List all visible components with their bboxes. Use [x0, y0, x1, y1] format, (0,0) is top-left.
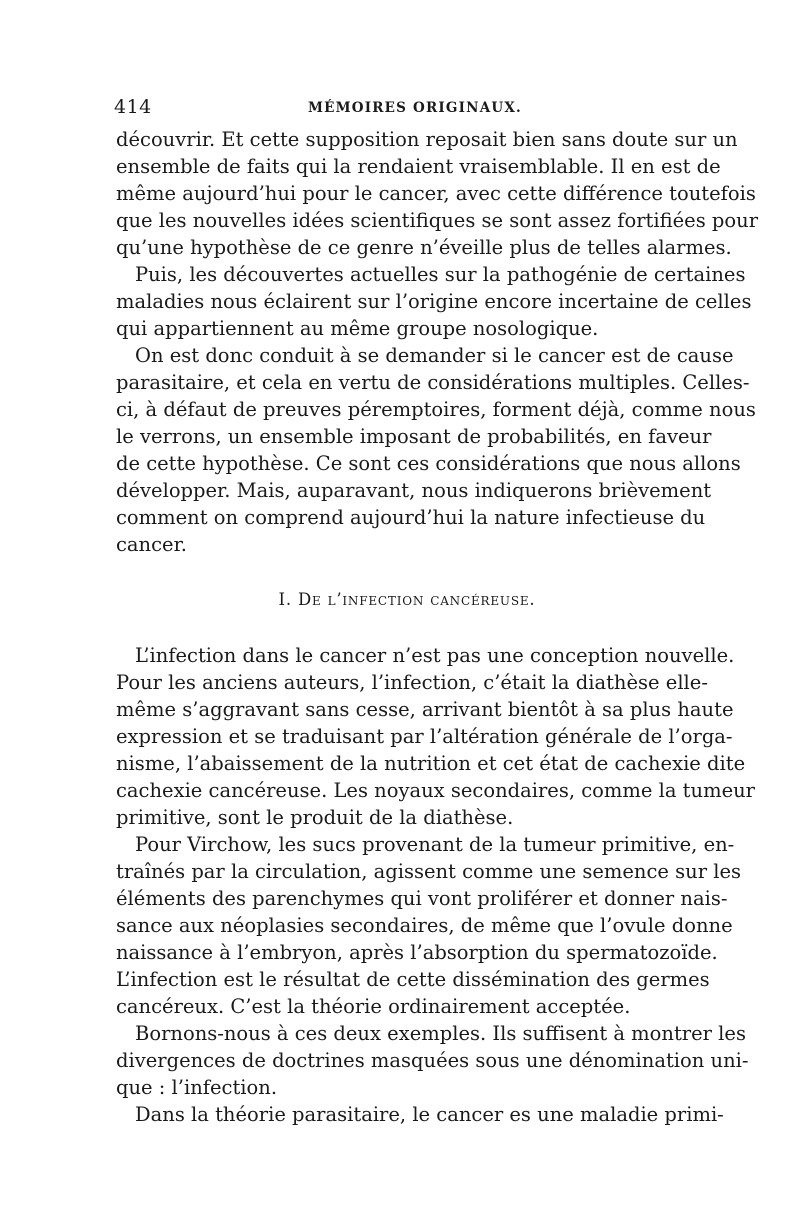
text-line: ci, à défaut de preuves péremptoires, forment déjà, comme nous — [116, 398, 756, 421]
text-line: Bornons-nous à ces deux exemples. Ils suffisent à montrer les — [135, 1022, 746, 1045]
text-line: qu’une hypothèse de ce genre n’éveille plus de telles alarmes. — [116, 236, 732, 259]
paragraph — [116, 342, 756, 558]
text-line: sance aux néoplasies secondaires, de même que l’ovule donne — [116, 914, 733, 937]
paragraph — [116, 642, 755, 831]
text-line: L’infection dans le cancer n’est pas une conception nouvelle. — [135, 644, 735, 667]
section-heading: I. De l’infection cancéreuse. — [278, 590, 536, 609]
text-line: Pour les anciens auteurs, l’infection, c’était la diathèse elle- — [116, 671, 708, 694]
text-line: naissance à l’embryon, après l’absorption du spermatozoïde. — [116, 941, 718, 964]
text-line: On est donc conduit à se demander si le cancer est de cause — [135, 344, 734, 367]
text-line: expression et se traduisant par l’altération générale de l’orga- — [116, 725, 733, 748]
text-line: L’infection est le résultat de cette dissémination des germes — [116, 968, 710, 991]
page-header — [112, 96, 697, 126]
paragraph — [116, 126, 759, 261]
text-line: que : l’infection. — [116, 1076, 278, 1099]
text-line: traînés par la circulation, agissent comme une semence sur les — [116, 860, 741, 883]
running-title: MÉMOIRES ORIGINAUX. — [308, 100, 522, 116]
paragraph — [116, 831, 741, 1020]
text-line: divergences de doctrines masquées sous une dénomination uni- — [116, 1049, 749, 1072]
text-line: éléments des parenchymes qui vont proliférer et donner nais- — [116, 887, 728, 910]
text-line: maladies nous éclairent sur l’origine encore incertaine de celles — [116, 290, 752, 313]
text-line: parasitaire, et cela en vertu de considérations multiples. Celles- — [116, 371, 750, 394]
text-line: Dans la théorie parasitaire, le cancer es une maladie primi- — [135, 1103, 724, 1126]
text-line: cancéreux. C’est la théorie ordinairement acceptée. — [116, 995, 631, 1018]
text-line: Pour Virchow, les sucs provenant de la tumeur primitive, en- — [135, 833, 735, 856]
paragraph — [116, 1101, 724, 1128]
text-line: cachexie cancéreuse. Les noyaux secondaires, comme la tumeur — [116, 779, 755, 802]
text-line: que les nouvelles idées scientifiques se sont assez fortifiées pour — [116, 209, 759, 232]
text-line: comment on comprend aujourd’hui la nature infectieuse du — [116, 506, 706, 529]
text-line: découvrir. Et cette supposition reposait bien sans doute sur un — [116, 128, 738, 151]
text-line: développer. Mais, auparavant, nous indiquerons brièvement — [116, 479, 712, 502]
text-line: primitive, sont le produit de la diathèse. — [116, 806, 514, 829]
text-line: nisme, l’abaissement de la nutrition et cet état de cachexie dite — [116, 752, 746, 775]
text-line: qui appartiennent au même groupe nosologique. — [116, 317, 599, 340]
text-line: Puis, les découvertes actuelles sur la pathogénie de certaines — [135, 263, 746, 286]
paragraph — [116, 261, 752, 342]
text-line: le verrons, un ensemble imposant de probabilités, en faveur — [116, 425, 712, 448]
page-number: 414 — [114, 96, 152, 118]
text-line: de cette hypothèse. Ce sont ces considérations que nous allons — [116, 452, 741, 475]
text-line: même aujourd’hui pour le cancer, avec cette différence toutefois — [116, 182, 756, 205]
text-line: cancer. — [116, 533, 187, 556]
paragraph — [116, 1020, 749, 1101]
text-line: même s’aggravant sans cesse, arrivant bientôt à sa plus haute — [116, 698, 734, 721]
text-line: ensemble de faits qui la rendaient vraisemblable. Il en est de — [116, 155, 721, 178]
